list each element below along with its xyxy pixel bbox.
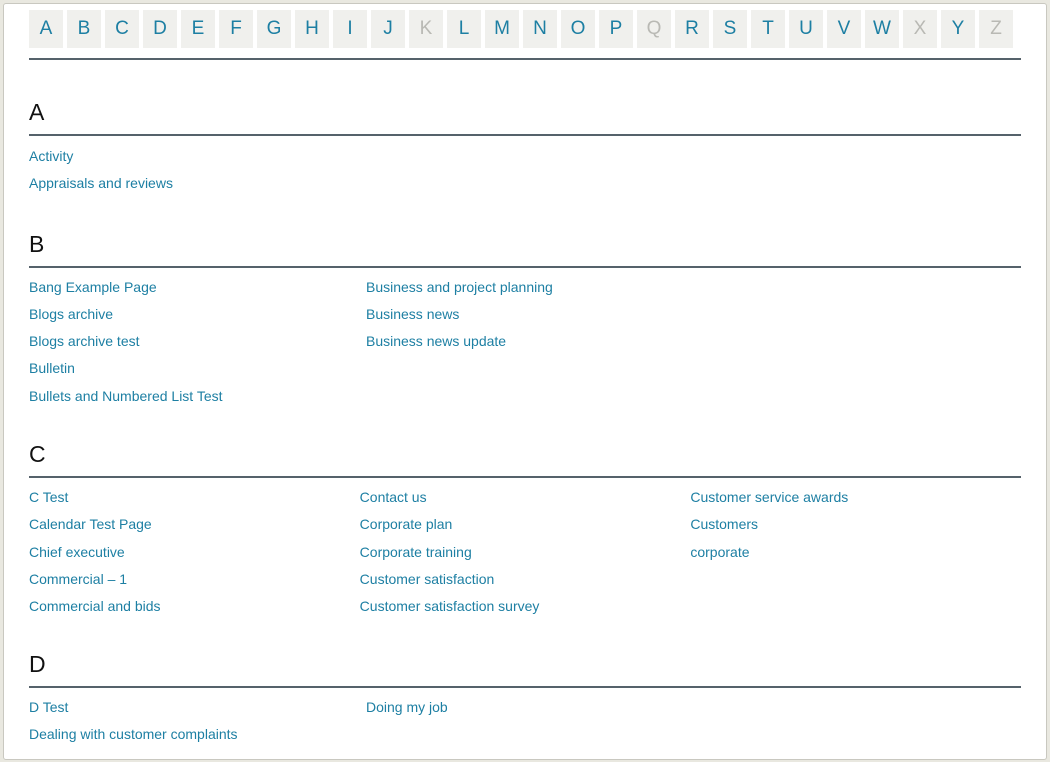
letter-q-disabled: Q [637, 10, 671, 48]
section-divider [29, 686, 1021, 688]
link-columns [29, 484, 1021, 620]
page-link-blogs-archive-test[interactable]: Blogs archive test [29, 333, 140, 350]
letter-l-link[interactable]: L [447, 10, 481, 48]
link-columns [29, 143, 1021, 198]
letter-h-link[interactable]: H [295, 10, 329, 48]
page-link-customer-satisfaction-survey[interactable]: Customer satisfaction survey [359, 598, 540, 615]
letter-y-link[interactable]: Y [941, 10, 975, 48]
page-link-c-test[interactable]: C Test [29, 489, 69, 506]
letter-k-disabled: K [409, 10, 443, 48]
letter-n-link[interactable]: N [523, 10, 557, 48]
letter-s-link[interactable]: S [713, 10, 747, 48]
section-b [29, 230, 1021, 410]
section-divider [29, 266, 1021, 268]
letter-r-link[interactable]: R [675, 10, 709, 48]
page-link-d-test[interactable]: D Test [29, 698, 69, 715]
page-frame [3, 3, 1047, 760]
page-link-contact-us[interactable]: Contact us [359, 489, 427, 506]
link-column [29, 274, 366, 410]
page-link-corporate[interactable]: corporate [690, 543, 750, 560]
link-columns [29, 274, 1021, 410]
letter-z-disabled: Z [979, 10, 1013, 48]
link-column [366, 694, 703, 749]
page-link-commercial-1[interactable]: Commercial – 1 [29, 570, 128, 587]
section-a [29, 98, 1021, 198]
letter-b-link[interactable]: B [67, 10, 101, 48]
page-link-bang-example-page[interactable]: Bang Example Page [29, 278, 157, 295]
letter-f-link[interactable]: F [219, 10, 253, 48]
section-heading: B [29, 230, 45, 257]
section-c [29, 440, 1021, 620]
page-link-corporate-training[interactable]: Corporate training [359, 543, 472, 560]
letter-g-link[interactable]: G [257, 10, 291, 48]
letter-m-link[interactable]: M [485, 10, 519, 48]
section-heading: C [29, 441, 46, 468]
page-link-corporate-plan[interactable]: Corporate plan [359, 516, 453, 533]
link-columns [29, 694, 1021, 749]
page-link-customer-satisfaction[interactable]: Customer satisfaction [359, 570, 495, 587]
letter-x-disabled: X [903, 10, 937, 48]
letter-a-link[interactable]: A [29, 10, 63, 48]
page-link-commercial-and-bids[interactable]: Commercial and bids [29, 598, 161, 615]
alphabet-divider [29, 58, 1021, 60]
link-column [360, 484, 691, 620]
page-link-bulletin[interactable]: Bulletin [29, 360, 75, 377]
link-column [29, 694, 366, 749]
link-column [690, 484, 1021, 620]
page-link-customers[interactable]: Customers [690, 516, 759, 533]
page-link-business-news-update[interactable]: Business news update [366, 333, 507, 350]
letter-d-link[interactable]: D [143, 10, 177, 48]
a-z-index [29, 4, 1021, 748]
alphabet-nav [29, 10, 1021, 48]
section-divider [29, 134, 1021, 136]
section-d [29, 650, 1021, 749]
letter-t-link[interactable]: T [751, 10, 785, 48]
letter-c-link[interactable]: C [105, 10, 139, 48]
letter-u-link[interactable]: U [789, 10, 823, 48]
link-column [29, 143, 366, 198]
page-link-customer-service-awards[interactable]: Customer service awards [690, 489, 849, 506]
letter-v-link[interactable]: V [827, 10, 861, 48]
letter-p-link[interactable]: P [599, 10, 633, 48]
page-link-doing-my-job[interactable]: Doing my job [366, 698, 448, 715]
page-link-chief-executive[interactable]: Chief executive [29, 543, 125, 560]
letter-o-link[interactable]: O [561, 10, 595, 48]
letter-e-link[interactable]: E [181, 10, 215, 48]
page-link-appraisals-and-reviews[interactable]: Appraisals and reviews [29, 175, 173, 192]
page-link-business-and-project-planning[interactable]: Business and project planning [366, 278, 553, 295]
page-link-bullets-and-numbered-list-test[interactable]: Bullets and Numbered List Test [29, 387, 223, 404]
link-column [29, 484, 360, 620]
section-heading: A [29, 99, 45, 125]
section-heading: D [29, 650, 46, 677]
page-link-dealing-with-customer-complaints[interactable]: Dealing with customer complaints [29, 725, 238, 742]
letter-w-link[interactable]: W [865, 10, 899, 48]
letter-j-link[interactable]: J [371, 10, 405, 48]
page-link-calendar-test-page[interactable]: Calendar Test Page [29, 516, 152, 533]
link-column [366, 274, 703, 410]
section-divider [29, 476, 1021, 478]
page-link-blogs-archive[interactable]: Blogs archive [29, 305, 114, 322]
page-link-business-news[interactable]: Business news [366, 305, 460, 322]
page-link-activity[interactable]: Activity [29, 148, 74, 164]
letter-i-link[interactable]: I [333, 10, 367, 48]
